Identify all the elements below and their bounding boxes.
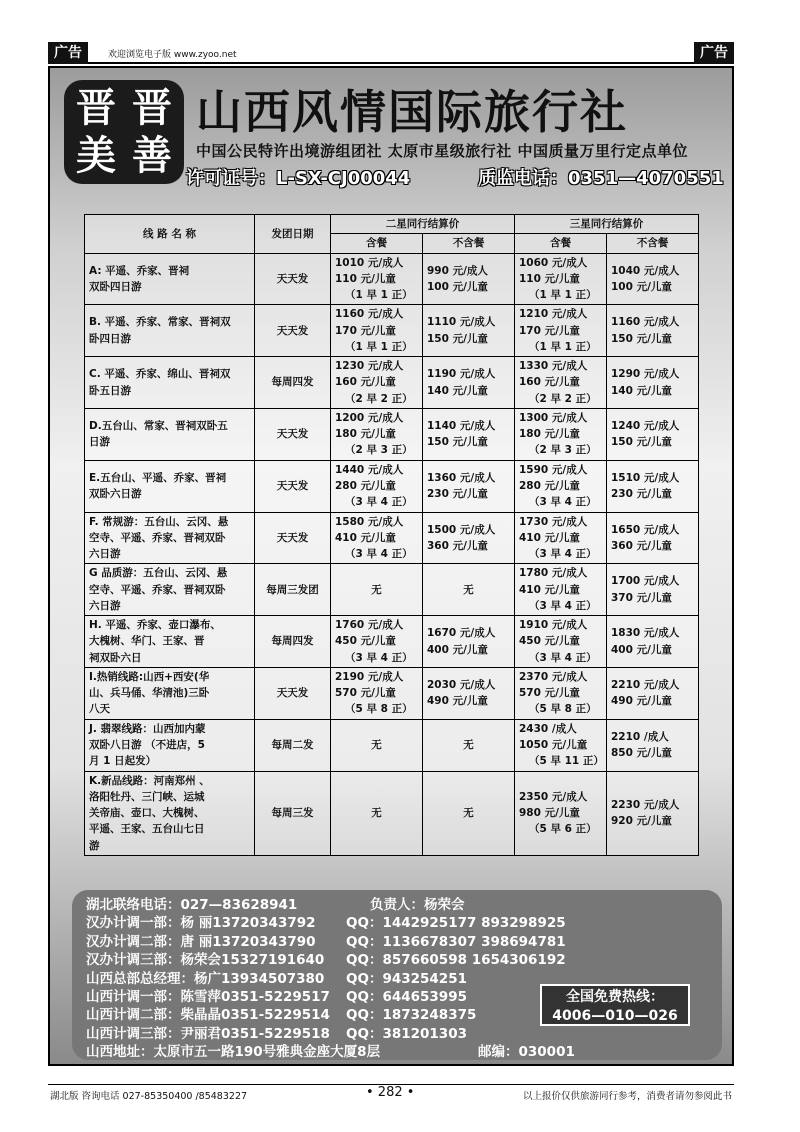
- price-line: 410 元/儿童: [335, 531, 396, 544]
- price-cell: [607, 616, 699, 668]
- contact-detail: 邮编：030001: [478, 1044, 575, 1061]
- price-line: 490 元/儿童: [611, 695, 672, 708]
- price-line: 140 元/儿童: [611, 384, 672, 397]
- contact-row: [86, 896, 708, 914]
- price-line: （3 早 4 正）: [529, 548, 597, 561]
- logo-char: 晋: [132, 84, 172, 131]
- price-cell: [607, 719, 699, 771]
- table-row: [85, 460, 699, 512]
- price-line: 570 元/儿童: [519, 687, 580, 700]
- price-cell: [607, 564, 699, 616]
- price-line: 1110 元/成人: [427, 316, 496, 329]
- price-line: 2210 /成人: [611, 730, 669, 743]
- contact-row: [86, 914, 708, 932]
- agency-subtitle: 中国公民特许出境游组团社 太原市星级旅行社 中国质量万里行定点单位: [196, 142, 688, 160]
- price-line: 850 元/儿童: [611, 747, 672, 760]
- price-line: （3 早 4 正）: [529, 496, 597, 509]
- price-line: 150 元/儿童: [427, 436, 488, 449]
- price-line: 1210 元/成人: [519, 308, 588, 321]
- price-line: （3 早 4 正）: [529, 599, 597, 612]
- table-row: [85, 357, 699, 409]
- departure-schedule: 每周三发: [255, 771, 331, 855]
- price-line: 1500 元/成人: [427, 523, 496, 536]
- price-line: 1330 元/成人: [519, 360, 588, 373]
- price-line: 1200 元/成人: [335, 411, 404, 424]
- price-line: 1290 元/成人: [611, 368, 680, 381]
- contact-line: 山西地址：太原市五一路190号雅典金座大厦8层: [86, 1044, 381, 1061]
- price-line: 1440 元/成人: [335, 463, 404, 476]
- price-line: 450 元/儿童: [335, 635, 396, 648]
- price-line: （2 早 3 正）: [529, 444, 597, 457]
- price-line: 无: [463, 583, 474, 596]
- table-body: [85, 253, 699, 855]
- departure-schedule: 每周三发团: [255, 564, 331, 616]
- contact-row: [86, 1043, 708, 1061]
- price-line: （3 早 4 正）: [529, 651, 597, 664]
- ad-label-right: 广告: [694, 42, 734, 64]
- price-line: 2030 元/成人: [427, 679, 496, 692]
- price-line: 920 元/儿童: [611, 815, 672, 828]
- departure-schedule: 天天发: [255, 460, 331, 512]
- departure-schedule: 天天发: [255, 305, 331, 357]
- price-line: 2370 元/成人: [519, 670, 588, 683]
- price-cell: [607, 357, 699, 409]
- route-name: G 品质游：五台山、云冈、悬 空寺、平遥、乔家、晋祠双卧 六日游: [85, 564, 255, 616]
- table-row: [85, 667, 699, 719]
- route-name: D.五台山、常家、晋祠双卧五 日游: [85, 408, 255, 460]
- header-departure: 发团日期: [255, 215, 331, 254]
- price-line: （5 早 6 正）: [529, 823, 597, 836]
- departure-schedule: 每周四发: [255, 616, 331, 668]
- price-line: 280 元/儿童: [519, 479, 580, 492]
- price-line: （2 早 2 正）: [345, 392, 413, 405]
- contact-detail: 负责人：杨荣会: [370, 897, 465, 913]
- route-name: B. 平遥、乔家、常家、晋祠双 卧四日游: [85, 305, 255, 357]
- price-line: 1140 元/成人: [427, 420, 496, 433]
- price-cell: [331, 253, 423, 305]
- ad-label-left: 广告: [48, 42, 88, 64]
- route-name: C. 平遥、乔家、绵山、晋祠双 卧五日游: [85, 357, 255, 409]
- price-cell: [607, 253, 699, 305]
- header-with-meal: 含餐: [515, 234, 607, 253]
- header-route: 线 路 名 称: [85, 215, 255, 254]
- price-line: （1 早 1 正）: [529, 289, 597, 302]
- price-cell: [515, 512, 607, 564]
- header-no-meal: 不含餐: [423, 234, 515, 253]
- contact-detail: QQ：943254251: [346, 970, 467, 987]
- price-cell: [515, 719, 607, 771]
- price-line: 230 元/儿童: [427, 488, 488, 501]
- price-line: 1360 元/成人: [427, 471, 496, 484]
- contact-row: [86, 933, 708, 951]
- price-line: （5 早 8 正）: [529, 703, 597, 716]
- header-three-star: 三星同行结算价: [515, 215, 699, 234]
- contact-detail: QQ：644653995: [346, 988, 467, 1005]
- price-cell: [423, 512, 515, 564]
- price-line: 100 元/儿童: [427, 280, 488, 293]
- price-line: （1 早 1 正）: [345, 340, 413, 353]
- price-line: 无: [371, 807, 382, 820]
- price-cell: [331, 305, 423, 357]
- price-line: 360 元/儿童: [611, 539, 672, 552]
- price-line: 1760 元/成人: [335, 619, 404, 632]
- price-line: 980 元/儿童: [519, 807, 580, 820]
- price-line: 1240 元/成人: [611, 420, 680, 433]
- price-line: 570 元/儿童: [335, 687, 396, 700]
- page-footer: [48, 1084, 734, 1102]
- price-line: 110 元/儿童: [519, 272, 580, 285]
- price-cell: [331, 357, 423, 409]
- price-line: 1040 元/成人: [611, 264, 680, 277]
- header-two-star: 二星同行结算价: [331, 215, 515, 234]
- price-line: （3 早 4 正）: [345, 548, 413, 561]
- price-line: 160 元/儿童: [335, 376, 396, 389]
- price-line: 2210 元/成人: [611, 679, 680, 692]
- hotline-number: 4006—010—026: [552, 1008, 678, 1024]
- price-line: 1670 元/成人: [427, 627, 496, 640]
- price-line: 1300 元/成人: [519, 411, 588, 424]
- price-line: 180 元/儿童: [519, 428, 580, 441]
- price-cell: [331, 460, 423, 512]
- contact-line: 湖北联络电话：027—83628941: [86, 897, 298, 913]
- contact-detail: QQ：1442925177 893298925: [346, 915, 566, 932]
- departure-schedule: 天天发: [255, 667, 331, 719]
- price-line: 1190 元/成人: [427, 368, 496, 381]
- price-line: 360 元/儿童: [427, 539, 488, 552]
- price-line: 2350 元/成人: [519, 790, 588, 803]
- price-cell: [515, 305, 607, 357]
- contact-row: [86, 951, 708, 969]
- price-line: 160 元/儿童: [519, 376, 580, 389]
- price-cell: [423, 564, 515, 616]
- price-line: （2 早 3 正）: [345, 444, 413, 457]
- route-name: K.新品线路：河南郑州 、 洛阳牡丹、三门峡、运城 关帝庙、壶口、大槐树、 平遥、王家、五台山七日 游: [85, 771, 255, 855]
- departure-schedule: 天天发: [255, 408, 331, 460]
- price-cell: [607, 771, 699, 855]
- price-cell: [423, 253, 515, 305]
- route-name: E.五台山、平遥、乔家、晋祠 双卧六日游: [85, 460, 255, 512]
- contact-line: 山西计调一部：陈雪萍0351-5229517: [86, 988, 330, 1005]
- price-cell: [331, 564, 423, 616]
- price-cell: [423, 616, 515, 668]
- departure-schedule: 每周二发: [255, 719, 331, 771]
- price-cell: [515, 357, 607, 409]
- price-line: （3 早 4 正）: [345, 496, 413, 509]
- price-cell: [331, 667, 423, 719]
- price-line: 490 元/儿童: [427, 695, 488, 708]
- price-cell: [331, 719, 423, 771]
- price-line: 无: [463, 807, 474, 820]
- price-line: 410 元/儿童: [519, 531, 580, 544]
- price-line: 410 元/儿童: [519, 583, 580, 596]
- contact-detail: QQ：381201303: [346, 1025, 467, 1042]
- departure-schedule: 天天发: [255, 253, 331, 305]
- contact-detail: QQ：857660598 1654306192: [346, 952, 566, 969]
- price-cell: [607, 408, 699, 460]
- price-cell: [515, 408, 607, 460]
- price-line: 1590 元/成人: [519, 463, 588, 476]
- table-row: [85, 771, 699, 855]
- contact-row: [86, 1025, 708, 1043]
- price-line: 100 元/儿童: [611, 280, 672, 293]
- page-number: • 282 •: [366, 1085, 415, 1100]
- price-line: （1 早 1 正）: [345, 289, 413, 302]
- departure-schedule: 天天发: [255, 512, 331, 564]
- price-line: 1910 元/成人: [519, 619, 588, 632]
- price-line: 1160 元/成人: [335, 308, 404, 321]
- price-cell: [607, 667, 699, 719]
- price-cell: [515, 771, 607, 855]
- hotline-label: 全国免费热线：: [566, 989, 664, 1005]
- price-line: 150 元/儿童: [611, 332, 672, 345]
- top-bar: [48, 42, 734, 64]
- price-line: 230 元/儿童: [611, 488, 672, 501]
- contact-line: 山西计调二部：柴晶晶0351-5229514: [86, 1007, 330, 1024]
- license-number: 许可证号：L-SX-CJ00044: [186, 168, 411, 189]
- logo-char: 晋: [76, 84, 116, 131]
- price-line: 170 元/儿童: [335, 324, 396, 337]
- price-line: 140 元/儿童: [427, 384, 488, 397]
- price-line: 无: [371, 583, 382, 596]
- quality-phone: 质监电话：0351—4070551: [478, 168, 724, 189]
- price-cell: [607, 305, 699, 357]
- price-cell: [331, 512, 423, 564]
- price-line: 150 元/儿童: [611, 436, 672, 449]
- price-cell: [331, 408, 423, 460]
- contact-line: 汉办计调三部：杨荣会15327191640: [86, 952, 325, 969]
- contact-panel: [72, 890, 722, 1060]
- route-name: I.热销线路:山西+西安(华 山、兵马俑、华清池)三卧 八天: [85, 667, 255, 719]
- table-row: [85, 564, 699, 616]
- price-cell: [423, 771, 515, 855]
- price-line: （5 早 11 正）: [529, 755, 604, 768]
- price-line: 1230 元/成人: [335, 360, 404, 373]
- price-line: 450 元/儿童: [519, 635, 580, 648]
- price-line: 170 元/儿童: [519, 324, 580, 337]
- route-name: H. 平遥、乔家、壶口瀑布、 大槐树、华门、王家、晋 祠双卧六日: [85, 616, 255, 668]
- agency-title: 山西风情国际旅行社: [196, 85, 628, 139]
- price-line: 1580 元/成人: [335, 515, 404, 528]
- logo-char: 美: [76, 132, 116, 179]
- footer-disclaimer: 以上报价仅供旅游同行参考，消费者请勿参阅此书: [522, 1091, 732, 1102]
- price-line: （2 早 2 正）: [529, 392, 597, 405]
- price-cell: [515, 667, 607, 719]
- price-cell: [331, 616, 423, 668]
- price-line: 2430 /成人: [519, 722, 577, 735]
- contact-line: 山西总部总经理：杨广13934507380: [86, 970, 325, 987]
- price-cell: [423, 408, 515, 460]
- site-url: 欢迎浏览电子版 www.zyoo.net: [108, 50, 237, 60]
- price-cell: [423, 719, 515, 771]
- price-line: 150 元/儿童: [427, 332, 488, 345]
- price-cell: [423, 305, 515, 357]
- price-line: 1050 元/儿童: [519, 738, 588, 751]
- price-line: 400 元/儿童: [427, 643, 488, 656]
- price-line: 1010 元/成人: [335, 256, 404, 269]
- price-line: 1650 元/成人: [611, 523, 680, 536]
- agency-logo: [64, 80, 184, 184]
- price-line: 990 元/成人: [427, 264, 488, 277]
- price-table: [84, 214, 699, 856]
- price-line: 1830 元/成人: [611, 627, 680, 640]
- departure-schedule: 每周四发: [255, 357, 331, 409]
- contact-detail: QQ：1873248375: [346, 1007, 477, 1024]
- price-line: （3 早 4 正）: [345, 651, 413, 664]
- price-cell: [607, 460, 699, 512]
- price-cell: [515, 460, 607, 512]
- footer-edition: 湖北版 咨询电话 027-85350400 /85483227: [50, 1091, 248, 1102]
- price-line: 无: [371, 738, 382, 751]
- price-line: 1160 元/成人: [611, 316, 680, 329]
- price-line: 2190 元/成人: [335, 670, 404, 683]
- route-name: F. 常规游：五台山、云冈、悬 空寺、平遥、乔家、晋祠双卧 六日游: [85, 512, 255, 564]
- table-row: [85, 719, 699, 771]
- price-line: 180 元/儿童: [335, 428, 396, 441]
- route-name: A: 平遥、乔家、晋祠 双卧四日游: [85, 253, 255, 305]
- price-line: 1510 元/成人: [611, 471, 680, 484]
- table-row: [85, 253, 699, 305]
- price-cell: [331, 771, 423, 855]
- contact-line: 汉办计调一部：杨 丽13720343792: [86, 915, 316, 932]
- contact-line: 汉办计调二部：唐 丽13720343790: [86, 933, 316, 950]
- price-cell: [607, 512, 699, 564]
- logo-char: 善: [132, 132, 172, 179]
- price-line: 2230 元/成人: [611, 798, 680, 811]
- price-line: 1060 元/成人: [519, 256, 588, 269]
- price-line: 无: [463, 738, 474, 751]
- price-line: 400 元/儿童: [611, 643, 672, 656]
- price-line: 280 元/儿童: [335, 479, 396, 492]
- header-with-meal: 含餐: [331, 234, 423, 253]
- price-cell: [423, 460, 515, 512]
- contact-line: 山西计调三部：尹丽君0351-5229518: [86, 1025, 330, 1042]
- price-cell: [515, 616, 607, 668]
- price-line: 1730 元/成人: [519, 515, 588, 528]
- price-line: （5 早 8 正）: [345, 703, 413, 716]
- table-row: [85, 512, 699, 564]
- price-line: 1700 元/成人: [611, 575, 680, 588]
- price-line: 1780 元/成人: [519, 567, 588, 580]
- table-row: [85, 616, 699, 668]
- price-cell: [423, 357, 515, 409]
- price-cell: [515, 253, 607, 305]
- table-row: [85, 305, 699, 357]
- contact-detail: QQ：1136678307 398694781: [346, 933, 566, 950]
- price-cell: [423, 667, 515, 719]
- header-no-meal: 不含餐: [607, 234, 699, 253]
- hotline-box: [540, 984, 690, 1026]
- table-row: [85, 408, 699, 460]
- price-cell: [515, 564, 607, 616]
- route-name: J. 翡翠线路：山西加内蒙 双卧八日游 （不进店，5 月 1 日起发）: [85, 719, 255, 771]
- price-line: 370 元/儿童: [611, 591, 672, 604]
- price-line: 110 元/儿童: [335, 272, 396, 285]
- price-line: （1 早 1 正）: [529, 340, 597, 353]
